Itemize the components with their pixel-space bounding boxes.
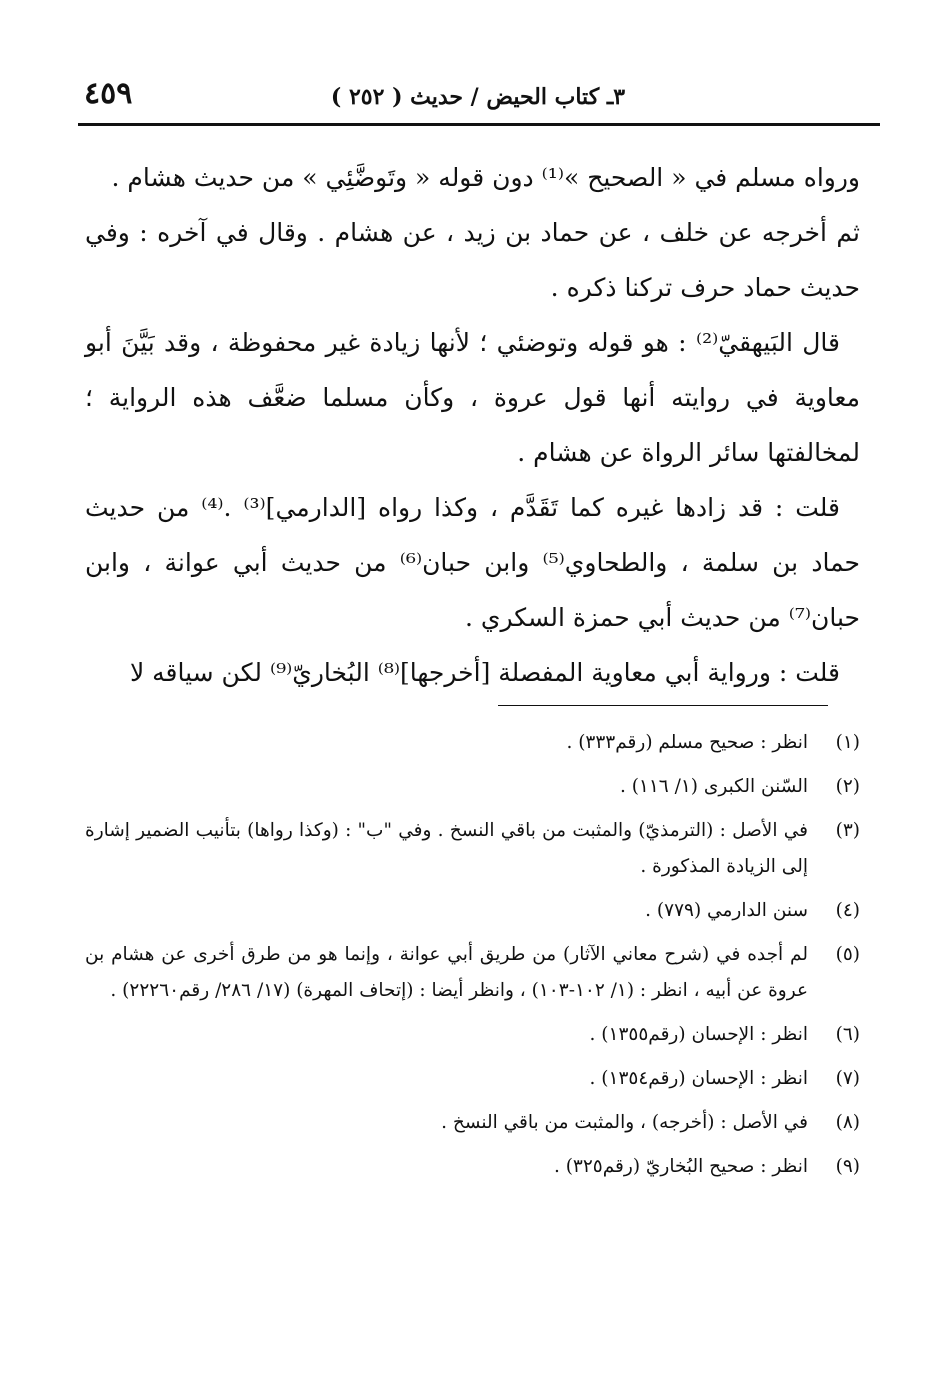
footnote-5 (85, 937, 860, 1009)
main-text (85, 150, 860, 700)
header-divider (78, 123, 880, 126)
footnote-text: السّنن الكبرى (١/ ١١٦) . (619, 776, 808, 797)
footnote-7 (85, 1061, 860, 1097)
footnote-text: انظر : الإحسان (رقم١٣٥٥) . (589, 1024, 808, 1045)
footnote-number: (٩) (835, 1156, 860, 1177)
footnote-text: انظر : صحيح البُخاريّ (رقم٣٢٥) . (553, 1156, 808, 1177)
footnote-number: (٧) (835, 1068, 860, 1089)
footnote-8 (85, 1105, 860, 1141)
page-number: ٤٥٩ (84, 76, 133, 111)
footnote-text: انظر : صحيح مسلم (رقم٣٣٣) . (566, 732, 808, 753)
footnote-9 (85, 1149, 860, 1185)
footnote-2 (85, 769, 860, 805)
paragraph-4: قلت : قد زادها غيره كما تَقَدَّم ، وكذا رواه [الدارمي]⁽³⁾ .⁽⁴⁾ من حديث حماد بن سلمة ، والطحاوي⁽⁵⁾ وابن حبان⁽⁶⁾ من حديث أبي عوانة ، وابن حبان⁽⁷⁾ من حديث أبي حمزة السكري . (85, 493, 861, 632)
paragraph-1: ورواه مسلم في « الصحيح »⁽¹⁾ دون قوله « وتَوضَّئِي » من حديث هشام . (111, 163, 860, 192)
footnote-1 (85, 725, 860, 761)
footnote-number: (٤) (835, 900, 860, 921)
page-header (78, 76, 878, 120)
footnote-text: سنن الدارمي (٧٧٩) . (645, 900, 808, 921)
paragraph-3: قال البَيهقيّ⁽²⁾ : هو قوله وتوضئي ؛ لأنها زيادة غير محفوظة ، وقد بَيَّنَ أبو معاوية في روايته أنها قول عروة ، وكأن مسلما ضعَّف هذه الرواية ؛ لمخالفتها سائر الرواة عن هشام . (85, 328, 860, 467)
footnote-3 (85, 813, 860, 885)
footnote-number: (٦) (835, 1024, 860, 1045)
paragraph-5: قلت : ورواية أبي معاوية المفصلة [أخرجها]⁽⁸⁾ البُخاريّ⁽⁹⁾ لكن سياقه لا (129, 658, 840, 687)
footnote-divider (498, 705, 828, 706)
footnotes (85, 725, 860, 1193)
footnote-text: انظر : الإحسان (رقم١٣٥٤) . (589, 1068, 808, 1089)
paragraph-2: ثم أخرجه عن خلف ، عن حماد بن زيد ، عن هشام . وقال في آخره : وفي حديث حماد حرف تركنا ذكره . (85, 218, 860, 302)
footnote-number: (٥) (835, 944, 860, 965)
footnote-4 (85, 893, 860, 929)
footnote-text: في الأصل : (أخرجه) ، والمثبت من باقي النسخ . (441, 1112, 808, 1133)
footnote-number: (٢) (835, 776, 860, 797)
footnote-number: (٨) (835, 1112, 860, 1133)
footnote-text: في الأصل : (الترمذيّ) والمثبت من باقي النسخ . وفي "ب" : (وكذا رواها) بتأنيب الضمير إشارة إلى الزيادة المذكورة . (85, 820, 808, 877)
footnote-number: (٣) (835, 820, 860, 841)
footnote-6 (85, 1017, 860, 1053)
running-title: ٣ـ كتاب الحيض / حديث ( ٢٥٢ ) (330, 84, 626, 110)
footnote-number: (١) (835, 732, 860, 753)
footnote-text: لم أجده في (شرح معاني الآثار) من طريق أبي عوانة ، وإنما هو من طرق أخرى عن هشام بن عروة عن أبيه ، انظر : (١/ ١٠٢-١٠٣) ، وانظر أيضا : (إتحاف المهرة) (١٧/ ٢٨٦/ رقم٢٢٢٦٠) . (85, 944, 808, 1001)
